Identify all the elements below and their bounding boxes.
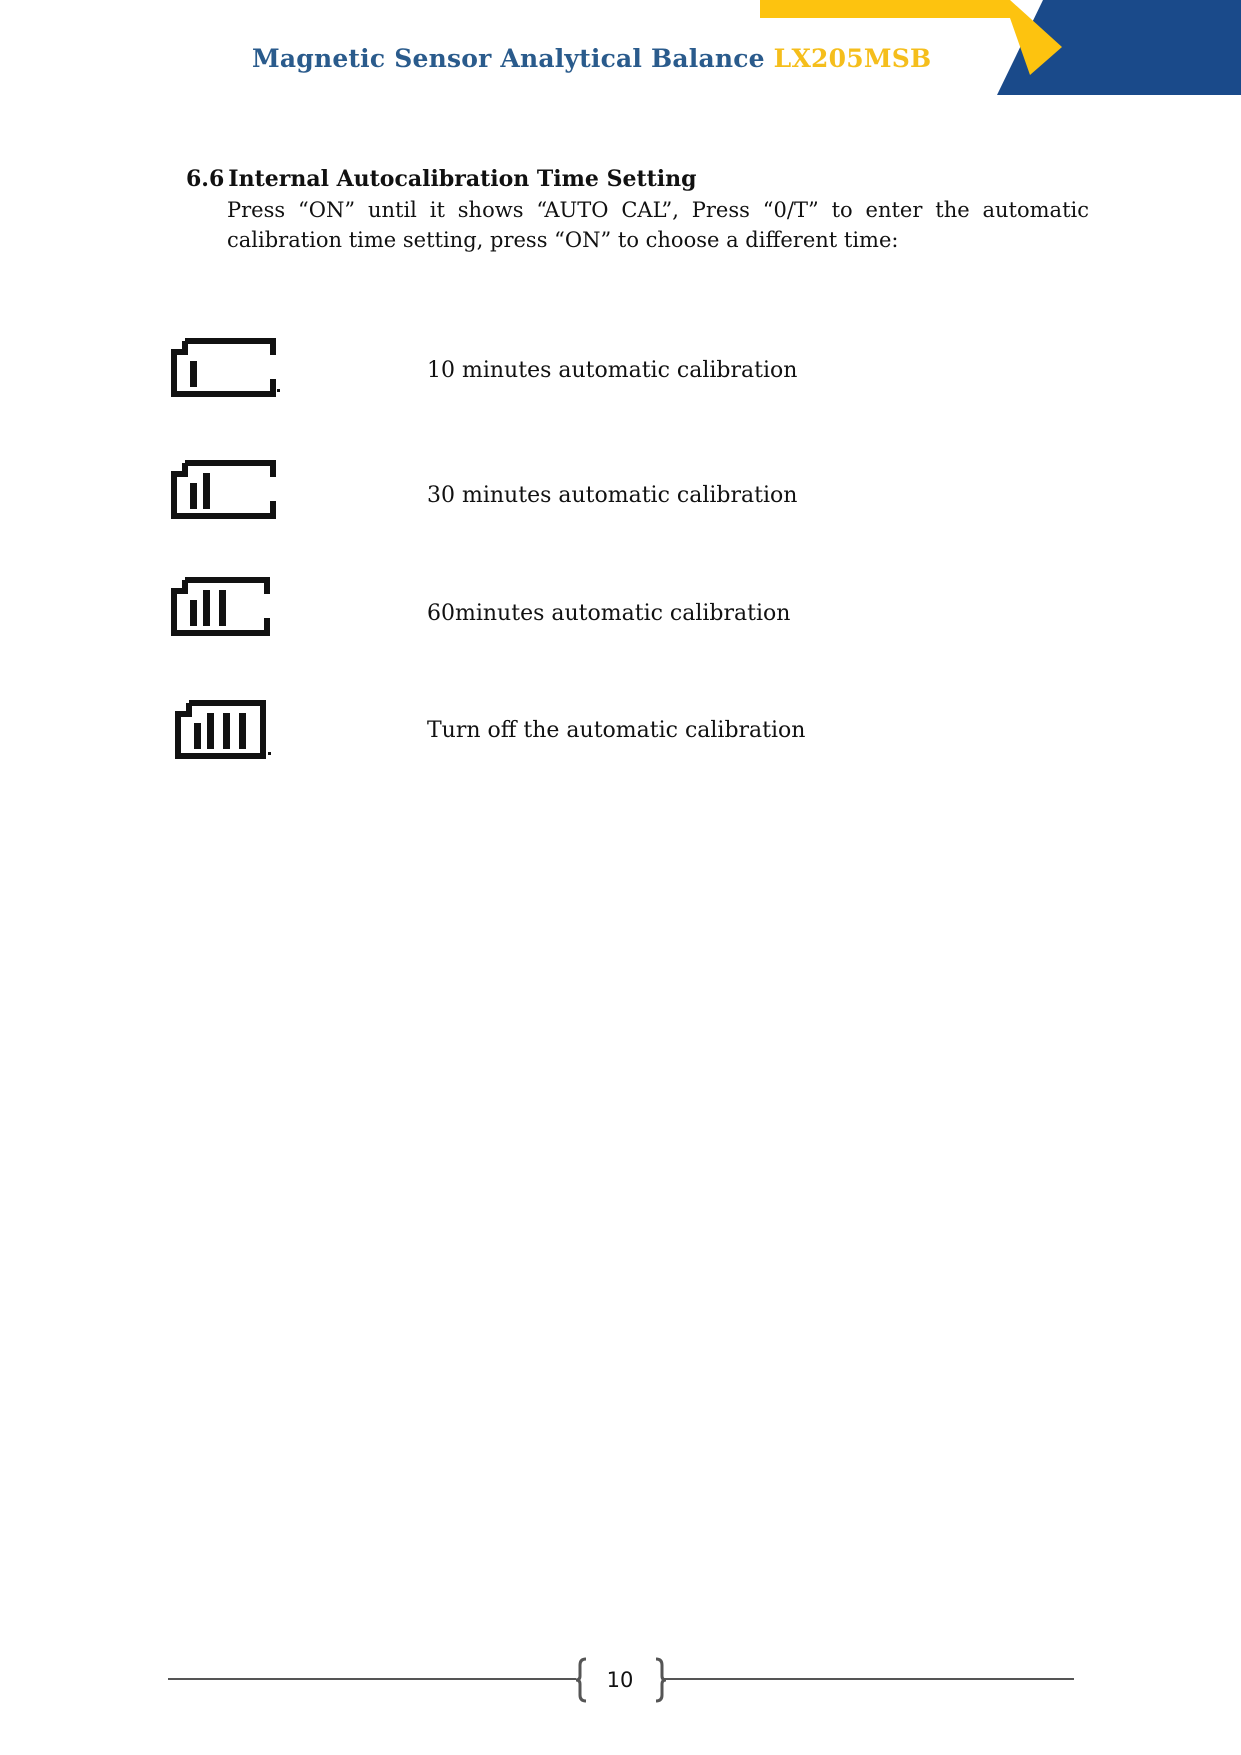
option-label-off: Turn off the automatic calibration bbox=[427, 718, 806, 743]
option-label-60-minutes: 60minutes automatic calibration bbox=[427, 601, 791, 626]
footer-rule-right bbox=[664, 1678, 1074, 1680]
page-number: 10 bbox=[606, 1668, 634, 1692]
left-brace-icon bbox=[572, 1657, 592, 1703]
option-label-10-minutes: 10 minutes automatic calibration bbox=[427, 358, 798, 383]
model-number: LX205MSB bbox=[773, 44, 932, 73]
right-brace-icon bbox=[650, 1657, 670, 1703]
battery-3-bars-icon bbox=[171, 577, 283, 639]
section-number: 6.6 bbox=[186, 166, 225, 192]
section-title: Internal Autocalibration Time Setting bbox=[228, 166, 697, 192]
battery-1-bar-icon bbox=[171, 338, 283, 400]
battery-2-bars-icon bbox=[171, 460, 283, 522]
document-title bbox=[252, 44, 931, 73]
footer-rule-left bbox=[168, 1678, 576, 1680]
section-heading bbox=[186, 166, 697, 192]
section-body: Press “ON” until it shows “AUTO CAL”, Press “0/T” to enter the automatic calibration time setting, press “ON” to choose a different time: bbox=[227, 198, 1089, 252]
battery-4-bars-icon bbox=[175, 700, 287, 762]
option-label-30-minutes: 30 minutes automatic calibration bbox=[427, 483, 798, 508]
document-title-text: Magnetic Sensor Analytical Balance bbox=[252, 44, 765, 73]
